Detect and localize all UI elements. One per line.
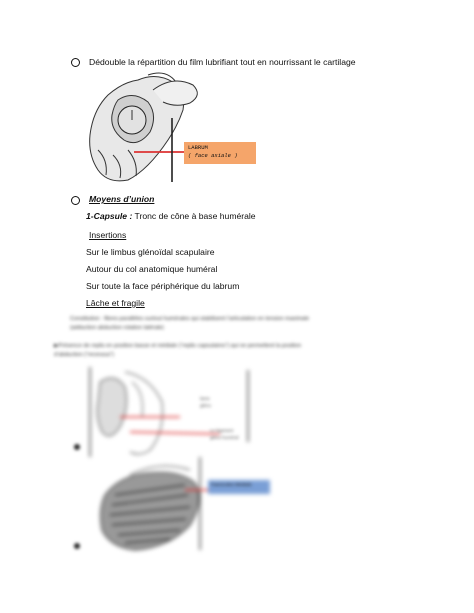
labrum-label-line2: ( face axiale ) — [188, 152, 238, 159]
bullet-icon — [71, 196, 80, 205]
blurred-para1-line2: (adduction abduction rotation latérale) — [70, 325, 164, 331]
glenoid-drawing — [90, 73, 198, 181]
labrum-label-line1: LABRUM — [188, 144, 208, 151]
insertion-item: Autour du col anatomique huméral — [86, 264, 218, 274]
blurred-para2-line2: d’abduction (“recessus”) — [54, 352, 115, 358]
bullet-text-repartition: Dédouble la répartition du film lubrifiant tout en nourrissant le cartilage — [89, 57, 356, 67]
insertion-item: Sur toute la face périphérique du labrum — [86, 281, 240, 291]
insertion-item: Sur le limbus glénoïdal scapulaire — [86, 247, 215, 257]
fig2-label-1: lame — [200, 396, 210, 401]
fig2-label-3: Le ligament — [210, 428, 234, 433]
bullet-icon — [71, 58, 80, 67]
fig3-marker-icon — [74, 543, 80, 549]
capsule-figure — [70, 362, 260, 462]
blurred-para1-line1: Constitution : fibres parallèles surtout humérales qui stabilisent l’articulation en tension maximale — [70, 316, 310, 322]
fig2-label-2: gléno — [200, 403, 212, 408]
fascicules-figure — [90, 455, 280, 555]
capsule-line — [86, 211, 256, 221]
capsule-desc: Tronc de cône à base humérale — [132, 211, 256, 221]
labrum-figure — [78, 70, 278, 190]
capsule-label: 1-Capsule : — [86, 211, 133, 221]
fig2-marker-icon — [74, 444, 80, 450]
fig3-label: Fascicules Médials — [211, 483, 252, 488]
blurred-para2-line1: ▶Présence de replis en position basse et médiale (“replis capsulaires”) qui ne permettent la position — [54, 343, 302, 349]
lache-fragile: Lâche et fragile — [86, 298, 145, 308]
fig2-label-4: gléno huméral — [210, 435, 239, 440]
section-title: Moyens d’union — [89, 194, 155, 204]
insertions-heading: Insertions — [89, 230, 127, 240]
